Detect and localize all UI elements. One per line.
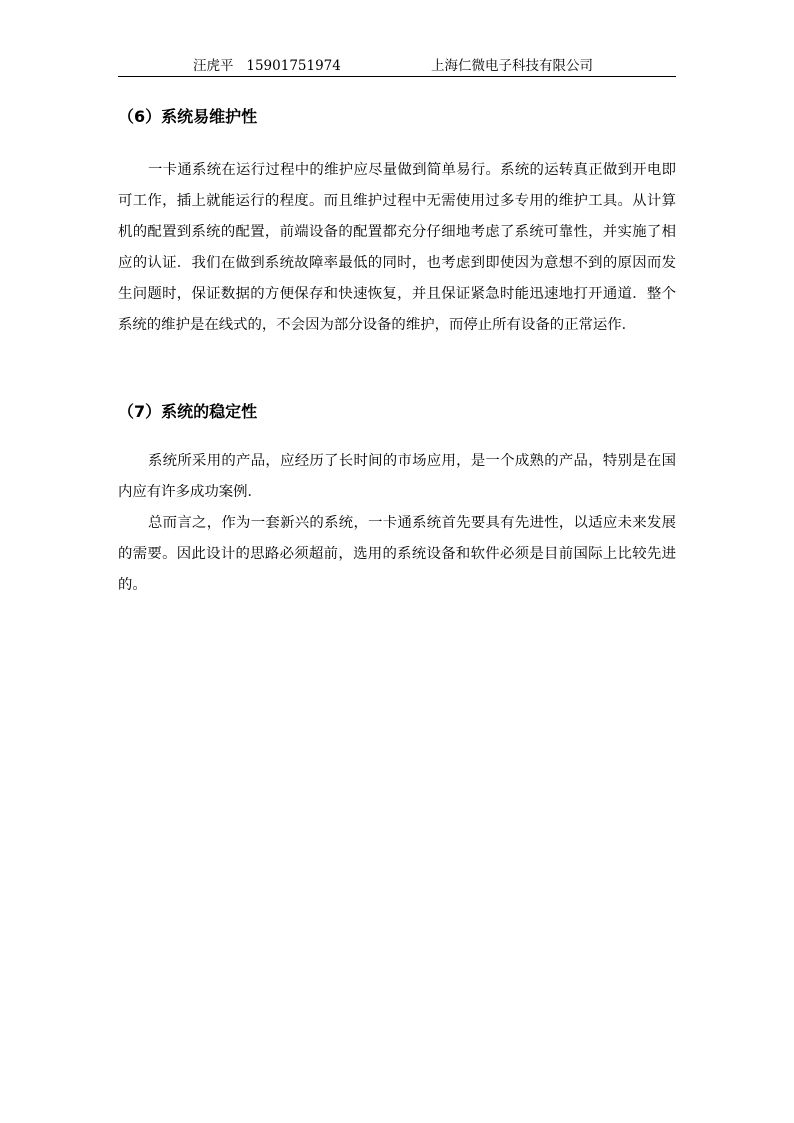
paragraph-maintainability: 一卡通系统在运行过程中的维护应尽量做到简单易行。系统的运转真正做到开电即可工作，插上就能运行的程度。而且维护过程中无需使用过多专用的维护工具。从计算机的配置到系统的配置，前端设备的配置都充分仔细地考虑了系统可靠性，并实施了相应的认证．我们在做到系统故障率最低的同时，也考虑到即使因为意想不到的原因而发生问题时，保证数据的方便保存和快速恢复，并且保证紧急时能迅速地打开通道．整个系统的维护是在线式的，不会因为部分设备的维护，而停止所有设备的正常运作． — [118, 162, 676, 333]
paragraph-stability: 系统所采用的产品，应经历了长时间的市场应用，是一个成熟的产品，特别是在国内应有许多成功案例． — [118, 453, 676, 500]
header-author-phone: 15901751974 — [246, 58, 341, 74]
header-author-name: 汪虎平 — [193, 58, 234, 74]
paragraph-summary: 总而言之，作为一套新兴的系统，一卡通系统首先要具有先进性，以适应未来发展的需要。因此设计的思路必须超前，选用的系统设备和软件必须是目前国际上比较先进的。 — [118, 515, 676, 593]
header-company: 上海仁微电子科技有限公司 — [431, 58, 593, 74]
header-author — [193, 56, 341, 76]
section-heading-stability: （7）系统的稳定性 — [118, 402, 258, 421]
section-heading-maintainability: （6）系统易维护性 — [118, 107, 258, 126]
page-header — [118, 56, 676, 77]
